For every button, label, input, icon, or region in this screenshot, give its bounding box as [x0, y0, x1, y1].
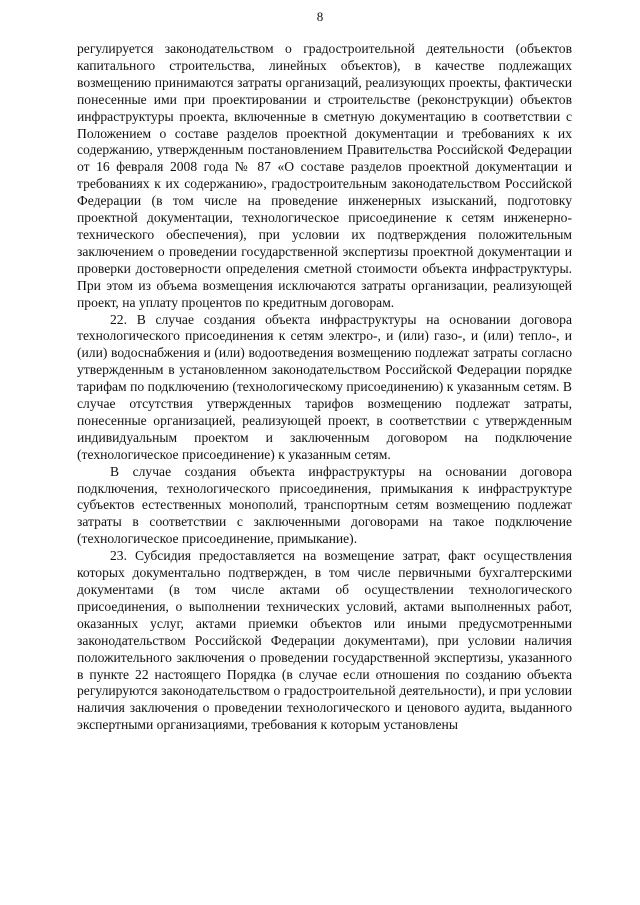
paragraph-22: 22. В случае создания объекта инфраструктуры на основании договора технологического присоединения к сетям электро-, и (или) газо-, и (или) тепло-, и (или) водоснабжения и (или) водоотведения возмещению подлежат затраты согласно утвержденным в установленном законодательством Российской Федерации порядке тарифам по подключению (технологическому присоединению) к указанным сетям. В случае отсутствия утвержденных тарифов возмещению подлежат затраты, понесенные организацией, реализующей проект, в соответствии с утвержденным индивидуальным проектом и заключенным договором на подключение (технологическое присоединение) к указанным сетям. — [77, 311, 572, 462]
paragraph-23: 23. Субсидия предоставляется на возмещение затрат, факт осуществления которых документально подтвержден, в том числе первичными бухгалтерскими документами (в том числе актами об осуществлении технологического присоединения, о выполнении технических условий, актами выполненных работ, оказанных услуг, актами приемки объектов или иными предусмотренными законодательством Российской Федерации документами), при условии наличия положительного заключения о проведении государственной экспертизы, указанного в пункте 22 настоящего Порядка (в случае если отношения по созданию объекта регулируются законодательством о градостроительной деятельности), и при условии наличия заключения о проведении технологического и ценового аудита, выданного экспертными организациями, требования к которым установлены — [77, 548, 572, 733]
document-body — [77, 41, 572, 734]
paragraph-22-continued: В случае создания объекта инфраструктуры на основании договора подключения, технологического присоединения, примыкания к инфраструктуре субъектов естественных монополий, транспортным сетям возмещению подлежат затраты в соответствии с заключенными договорами на такое подключение (технологическое присоединение, примыкание). — [77, 463, 572, 547]
paragraph-continuation: регулируется законодательством о градостроительной деятельности (объектов капитального строительства, линейных объектов), в качестве подлежащих возмещению принимаются затраты организаций, реализующих проекты, фактически понесенные ими при проектировании и строительстве (реконструкции) объектов инфраструктуры проекта, включенные в сметную документацию в соответствии с Положением о составе разделов проектной документации и требованиях к их содержанию, утвержденным постановлением Правительства Российской Федерации от 16 февраля 2008 года № 87 «О составе разделов проектной документации и требованиях к их содержанию», градостроительным законодательством Российской Федерации (в том числе на проведение инженерных изысканий, подготовку проектной документации, технологическое присоединение к сетям инженерно-технического обеспечения), при условии их подтверждения положительным заключением о проведении государственной экспертизы проектной документации и проверки достоверности определения сметной стоимости объекта инфраструктуры. При этом из объема возмещения исключаются затраты организации, реализующей проект, на уплату процентов по кредитным договорам. — [77, 41, 572, 310]
page-number: 8 — [316, 9, 324, 24]
